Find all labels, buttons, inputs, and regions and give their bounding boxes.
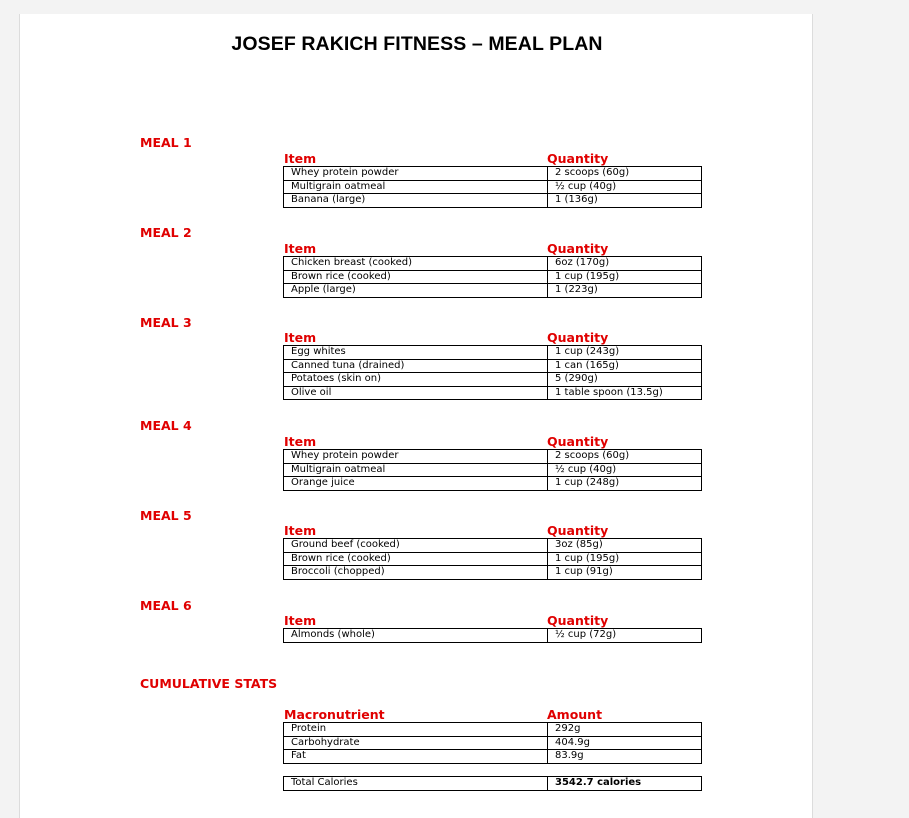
document-page — [19, 14, 813, 818]
quantity-cell: ½ cup (40g) — [548, 463, 702, 477]
item-cell: Canned tuna (drained) — [284, 359, 548, 373]
table-row — [284, 723, 702, 737]
item-cell: Brown rice (cooked) — [284, 270, 548, 284]
item-cell: Whey protein powder — [284, 167, 548, 181]
table-row — [284, 477, 702, 491]
meal-6-table — [283, 628, 702, 643]
quantity-cell: 6oz (170g) — [548, 257, 702, 271]
amount-cell: 404.9g — [548, 736, 702, 750]
meal-4-table — [283, 449, 702, 491]
table-row — [284, 629, 702, 643]
meal-1-label: MEAL 1 — [140, 135, 192, 150]
table-row — [284, 386, 702, 400]
item-cell: Ground beef (cooked) — [284, 539, 548, 553]
item-cell: Multigrain oatmeal — [284, 463, 548, 477]
macronutrient-cell: Fat — [284, 750, 548, 764]
quantity-cell: 5 (290g) — [548, 373, 702, 387]
item-cell: Potatoes (skin on) — [284, 373, 548, 387]
quantity-cell: 1 cup (248g) — [548, 477, 702, 491]
meal-2-label: MEAL 2 — [140, 225, 192, 240]
total-calories-value: 3542.7 calories — [548, 777, 702, 791]
table-row — [284, 463, 702, 477]
table-row — [284, 566, 702, 580]
meal-3-table — [283, 345, 702, 400]
table-row — [284, 257, 702, 271]
item-cell: Broccoli (chopped) — [284, 566, 548, 580]
meal-3-item-header: Item — [284, 330, 317, 345]
item-cell: Egg whites — [284, 346, 548, 360]
table-row — [284, 736, 702, 750]
amount-header: Amount — [547, 707, 603, 722]
table-row — [284, 450, 702, 464]
quantity-cell: 1 can (165g) — [548, 359, 702, 373]
quantity-cell: 1 (223g) — [548, 284, 702, 298]
quantity-cell: 2 scoops (60g) — [548, 167, 702, 181]
quantity-cell: 1 cup (195g) — [548, 270, 702, 284]
quantity-cell: 1 cup (195g) — [548, 552, 702, 566]
macronutrient-cell: Carbohydrate — [284, 736, 548, 750]
quantity-cell: ½ cup (40g) — [548, 180, 702, 194]
table-row — [284, 180, 702, 194]
item-cell: Whey protein powder — [284, 450, 548, 464]
item-cell: Banana (large) — [284, 194, 548, 208]
meal-3-label: MEAL 3 — [140, 315, 192, 330]
quantity-cell: 1 table spoon (13.5g) — [548, 386, 702, 400]
meal-4-label: MEAL 4 — [140, 418, 192, 433]
document-title: JOSEF RAKICH FITNESS – MEAL PLAN — [231, 33, 603, 55]
total-calories-label: Total Calories — [284, 777, 548, 791]
macronutrient-cell: Protein — [284, 723, 548, 737]
meal-2-quantity-header: Quantity — [547, 241, 609, 256]
table-row — [284, 284, 702, 298]
item-cell: Chicken breast (cooked) — [284, 257, 548, 271]
meal-3-quantity-header: Quantity — [547, 330, 609, 345]
meal-2-item-header: Item — [284, 241, 317, 256]
meal-6-label: MEAL 6 — [140, 598, 192, 613]
meal-1-quantity-header: Quantity — [547, 151, 609, 166]
meal-1-item-header: Item — [284, 151, 317, 166]
cumulative-stats-label: CUMULATIVE STATS — [140, 676, 278, 691]
amount-cell: 83.9g — [548, 750, 702, 764]
table-row — [284, 270, 702, 284]
table-row — [284, 359, 702, 373]
table-row — [284, 167, 702, 181]
macronutrient-table — [283, 722, 702, 764]
table-row — [284, 194, 702, 208]
amount-cell: 292g — [548, 723, 702, 737]
quantity-cell: 1 cup (91g) — [548, 566, 702, 580]
total-calories-table — [283, 776, 702, 791]
item-cell: Apple (large) — [284, 284, 548, 298]
meal-1-table — [283, 166, 702, 208]
meal-5-item-header: Item — [284, 523, 317, 538]
quantity-cell: 1 (136g) — [548, 194, 702, 208]
table-row — [284, 346, 702, 360]
meal-4-quantity-header: Quantity — [547, 434, 609, 449]
table-row — [284, 552, 702, 566]
table-row — [284, 539, 702, 553]
macronutrient-header: Macronutrient — [284, 707, 385, 722]
meal-5-quantity-header: Quantity — [547, 523, 609, 538]
quantity-cell: 1 cup (243g) — [548, 346, 702, 360]
item-cell: Olive oil — [284, 386, 548, 400]
table-row — [284, 777, 702, 791]
item-cell: Orange juice — [284, 477, 548, 491]
item-cell: Almonds (whole) — [284, 629, 548, 643]
meal-5-table — [283, 538, 702, 580]
quantity-cell: 3oz (85g) — [548, 539, 702, 553]
meal-2-table — [283, 256, 702, 298]
meal-6-quantity-header: Quantity — [547, 613, 609, 628]
item-cell: Multigrain oatmeal — [284, 180, 548, 194]
table-row — [284, 373, 702, 387]
item-cell: Brown rice (cooked) — [284, 552, 548, 566]
quantity-cell: 2 scoops (60g) — [548, 450, 702, 464]
meal-5-label: MEAL 5 — [140, 508, 192, 523]
meal-6-item-header: Item — [284, 613, 317, 628]
table-row — [284, 750, 702, 764]
quantity-cell: ½ cup (72g) — [548, 629, 702, 643]
meal-4-item-header: Item — [284, 434, 317, 449]
